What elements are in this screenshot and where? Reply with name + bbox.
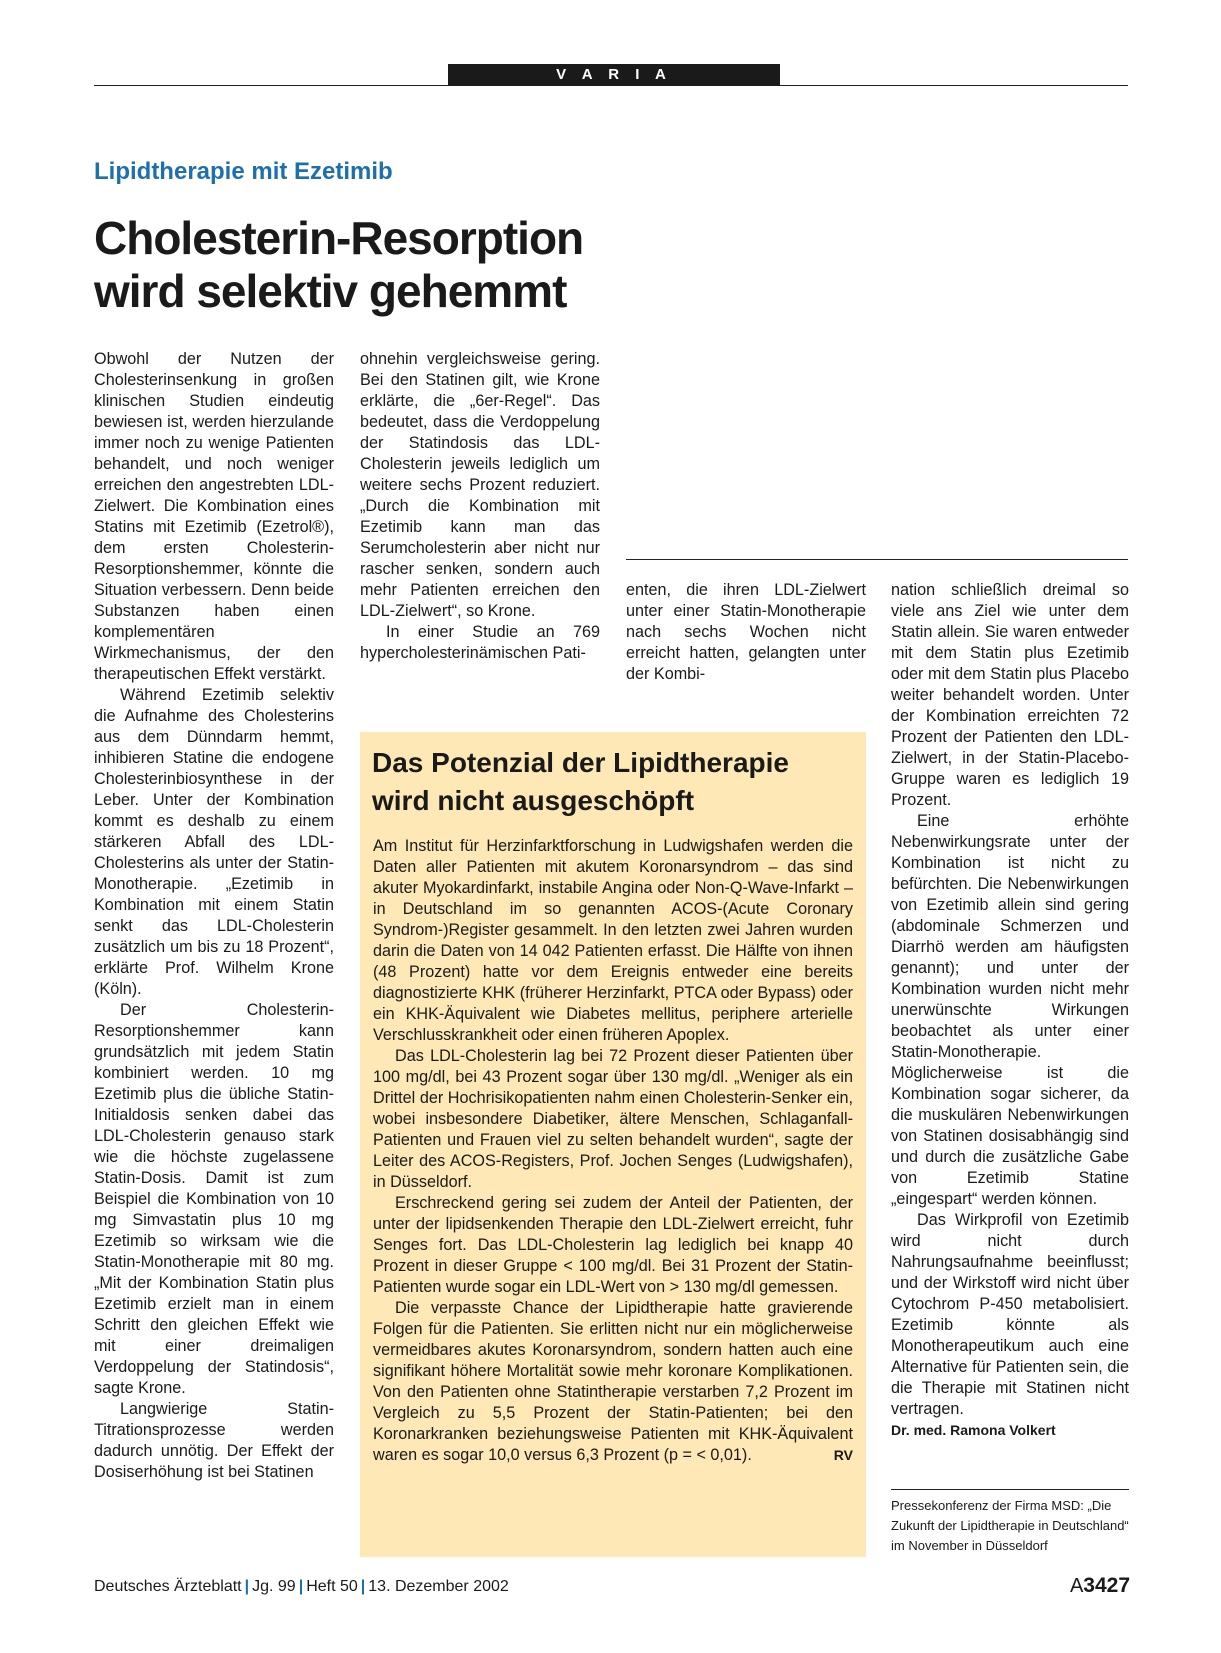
page-number-value: 3427 bbox=[1083, 1574, 1130, 1597]
page-footer bbox=[94, 1578, 509, 1596]
column-rule bbox=[626, 559, 1128, 560]
column-1 bbox=[94, 349, 334, 1483]
col1-paragraph-4: Langwierige Statin-Titrationsprozesse werden dadurch unnötig. Der Effekt der Dosiserhöhung ist bei Statinen bbox=[94, 1400, 334, 1481]
col2-paragraph-1: ohnehin vergleichsweise gering. Bei den Statinen gilt, wie Krone erklärte, die „6er-Regel“. Das bedeutet, dass die Verdoppelung der Statindosis das LDL-Cholesterin jeweils lediglich um weitere sechs Prozent reduziert. „Durch die Kombination mit Ezetimib kann man das Serumcholesterin aber nicht nur rascher senken, sondern auch mehr Patienten erreichen den LDL-Zielwert“, so Krone. bbox=[360, 350, 600, 620]
box-paragraph-2: Das LDL-Cholesterin lag bei 72 Prozent dieser Patienten über 100 mg/dl, bei 43 Prozent sogar über 130 mg/dl. „Weniger als ein Drittel der Hochrisikopatienten nahm einen Cholesterin-Senker ein, wobei insbesondere Diabetiker, ältere Menschen, Schlaganfall-Patienten und Frauen viel zu selten behandelt wurden“, sagte der Leiter des ACOS-Registers, Prof. Jochen Senges (Ludwigshafen), in Düsseldorf. bbox=[373, 1047, 853, 1191]
box-paragraph-3: Erschreckend gering sei zudem der Anteil der Patienten, der unter der lipidsenkenden Therapie den LDL-Zielwert erreicht, fuhr Senges fort. Das LDL-Cholesterin lag lediglich bei knapp 40 Prozent in dieser Gruppe < 100 mg/dl. Bei 31 Prozent der Statin-Patienten wurde sogar ein LDL-Wert von > 130 mg/dl gemessen. bbox=[373, 1194, 853, 1296]
section-label: V A R I A bbox=[448, 64, 780, 86]
box-paragraph-4 bbox=[373, 1298, 853, 1466]
journal-name: Deutsches Ärzteblatt bbox=[94, 1578, 242, 1595]
column-3 bbox=[626, 580, 866, 685]
footer-separator: | bbox=[360, 1578, 366, 1595]
footer-separator: | bbox=[244, 1578, 250, 1595]
col1-paragraph-3: Der Cholesterin-Resorptionshemmer kann grundsätzlich mit jedem Statin kombiniert werden. 10 mg Ezetimib plus die übliche Statin-Initialdosis senken dabei das LDL-Cholesterin genauso stark wie die höchste zugelassene Statin-Dosis. Damit ist zum Beispiel die Kombination von 10 mg Simvastatin plus 10 mg Ezetimib so wirksam wie die Statin-Monotherapie mit 80 mg. „Mit der Kombination Statin plus Ezetimib erzielt man in einem Schritt den gleichen Effekt wie mit einer dreimaligen Verdoppelung der Statindosis“, sagte Krone. bbox=[94, 1001, 334, 1397]
col2-paragraph-2: In einer Studie an 769 hypercholesterinämischen Pati- bbox=[360, 623, 600, 662]
journal-date: 13. Dezember 2002 bbox=[368, 1578, 509, 1595]
col1-paragraph-2: Während Ezetimib selektiv die Aufnahme des Cholesterins aus dem Dünndarm hemmt, inhibieren Statine die endogene Cholesterinbiosynthese in der Leber. Unter der Kombination kommt es deshalb zu einem stärkeren Abfall des LDL-Cholesterins als unter der Statin-Monotherapie. „Ezetimib in Kombination mit einem Statin senkt das LDL-Cholesterin zusätzlich um bis zu 18 Prozent“, erklärte Prof. Wilhelm Krone (Köln). bbox=[94, 686, 334, 998]
footnote: Pressekonferenz der Firma MSD: „Die Zukunft der Lipidtherapie in Deutschland“ im November in Düsseldorf bbox=[891, 1498, 1129, 1553]
column-4 bbox=[891, 580, 1129, 1440]
col4-paragraph-3: Das Wirkprofil von Ezetimib wird nicht durch Nahrungsaufnahme beeinflusst; und der Wirkstoff wird nicht über Cytochrom P-450 metabolisiert. Ezetimib könnte als Monotherapeutikum auch eine Alternative für Patienten sein, die die Therapie mit Statinen nicht vertragen. bbox=[891, 1211, 1129, 1418]
col3-paragraph-1: enten, die ihren LDL-Zielwert unter einer Statin-Monotherapie nach sechs Wochen nicht erreicht hatten, gelangten unter der Kombi- bbox=[626, 581, 866, 683]
info-box-title: Das Potenzial der Lipidtherapie wird nicht ausgeschöpft bbox=[372, 747, 789, 816]
article-kicker: Lipidtherapie mit Ezetimib bbox=[94, 158, 393, 185]
box-paragraph-1: Am Institut für Herzinfarktforschung in Ludwigshafen werden die Daten aller Patienten mit akutem Koronarsyndrom – das sind akuter Myokardinfarkt, instabile Angina oder Non-Q-Wave-Infarkt – in Deutschland im so genannten ACOS-(Acute Coronary Syndrom-)Register gesammelt. In den letzten zwei Jahren wurden darin die Daten von 14 042 Patienten erfasst. Die Hälfte von ihnen (48 Prozent) hatte vor dem Ereignis entweder eine bereits diagnostizierte KHK (früherer Herzinfarkt, PTCA oder Bypass) oder ein KHK-Äquivalent wie Diabetes mellitus, periphere arterielle Verschlusskrankheit oder einen früheren Apoplex. bbox=[373, 837, 853, 1044]
footer-separator: | bbox=[298, 1578, 304, 1595]
author-byline: Dr. med. Ramona Volkert bbox=[891, 1422, 1056, 1438]
footnote-rule bbox=[891, 1489, 1129, 1490]
box-signature: RV bbox=[833, 1447, 853, 1463]
column-2 bbox=[360, 349, 600, 664]
col4-paragraph-1: nation schließlich dreimal so viele ans Ziel wie unter dem Statin allein. Sie waren entweder mit dem Statin plus Ezetimib oder mit dem Statin plus Placebo weiter behandelt worden. Unter der Kombination erreichten 72 Prozent der Patienten den LDL-Zielwert, in der Statin-Placebo-Gruppe waren es lediglich 19 Prozent. bbox=[891, 581, 1129, 809]
box-paragraph-4-text: Die verpasste Chance der Lipidtherapie hatte gravierende Folgen für die Patienten. Sie erlitten nicht nur ein möglicherweise vermeidbares akutes Koronarsyndrom, sondern hatten auch eine signifikant höhere Mortalität sowie mehr koronare Komplikationen. Von den Patienten ohne Statintherapie verstarben 7,2 Prozent im Vergleich zu 5,5 Prozent der Statin-Patienten; bei den Koronarkranken beziehungsweise Patienten mit KHK-Äquivalent waren es sogar 10,0 versus 6,3 Prozent (p = < 0,01). bbox=[373, 1299, 853, 1464]
col1-paragraph-1: Obwohl der Nutzen der Cholesterinsenkung in großen klinischen Studien eindeutig bewiesen ist, werden hierzulande immer noch zu wenige Patienten behandelt, und noch weniger erreichen den angestrebten LDL-Zielwert. Die Kombination eines Statins mit Ezetimib (Ezetrol®), dem ersten Cholesterin-Resorptionshemmer, könnte die Situation verbessern. Denn beide Substanzen haben einen komplementären Wirkmechanismus, der den therapeutischen Effekt verstärkt. bbox=[94, 350, 334, 683]
col4-paragraph-2: Eine erhöhte Nebenwirkungsrate unter der Kombination ist nicht zu befürchten. Die Nebenwirkungen von Ezetimib allein sind gering (abdominale Schmerzen und Diarrhö werden am häufigsten genannt); und unter der Kombination wurden nicht mehr unerwünschte Wirkungen beobachtet als unter einer Statin-Monotherapie. Möglicherweise ist die Kombination sogar sicherer, da die muskulären Nebenwirkungen von Statinen dosisabhängig sind und durch die zusätzliche Gabe von Ezetimib Statine „eingespart“ werden können. bbox=[891, 812, 1129, 1208]
journal-issue: Heft 50 bbox=[306, 1578, 358, 1595]
article-headline: Cholesterin-Resorption wird selektiv gehemmt bbox=[94, 212, 584, 317]
info-box-body bbox=[373, 836, 853, 1466]
page-number bbox=[1070, 1574, 1130, 1598]
page-prefix: A bbox=[1069, 1575, 1084, 1597]
journal-volume: Jg. 99 bbox=[252, 1578, 296, 1595]
